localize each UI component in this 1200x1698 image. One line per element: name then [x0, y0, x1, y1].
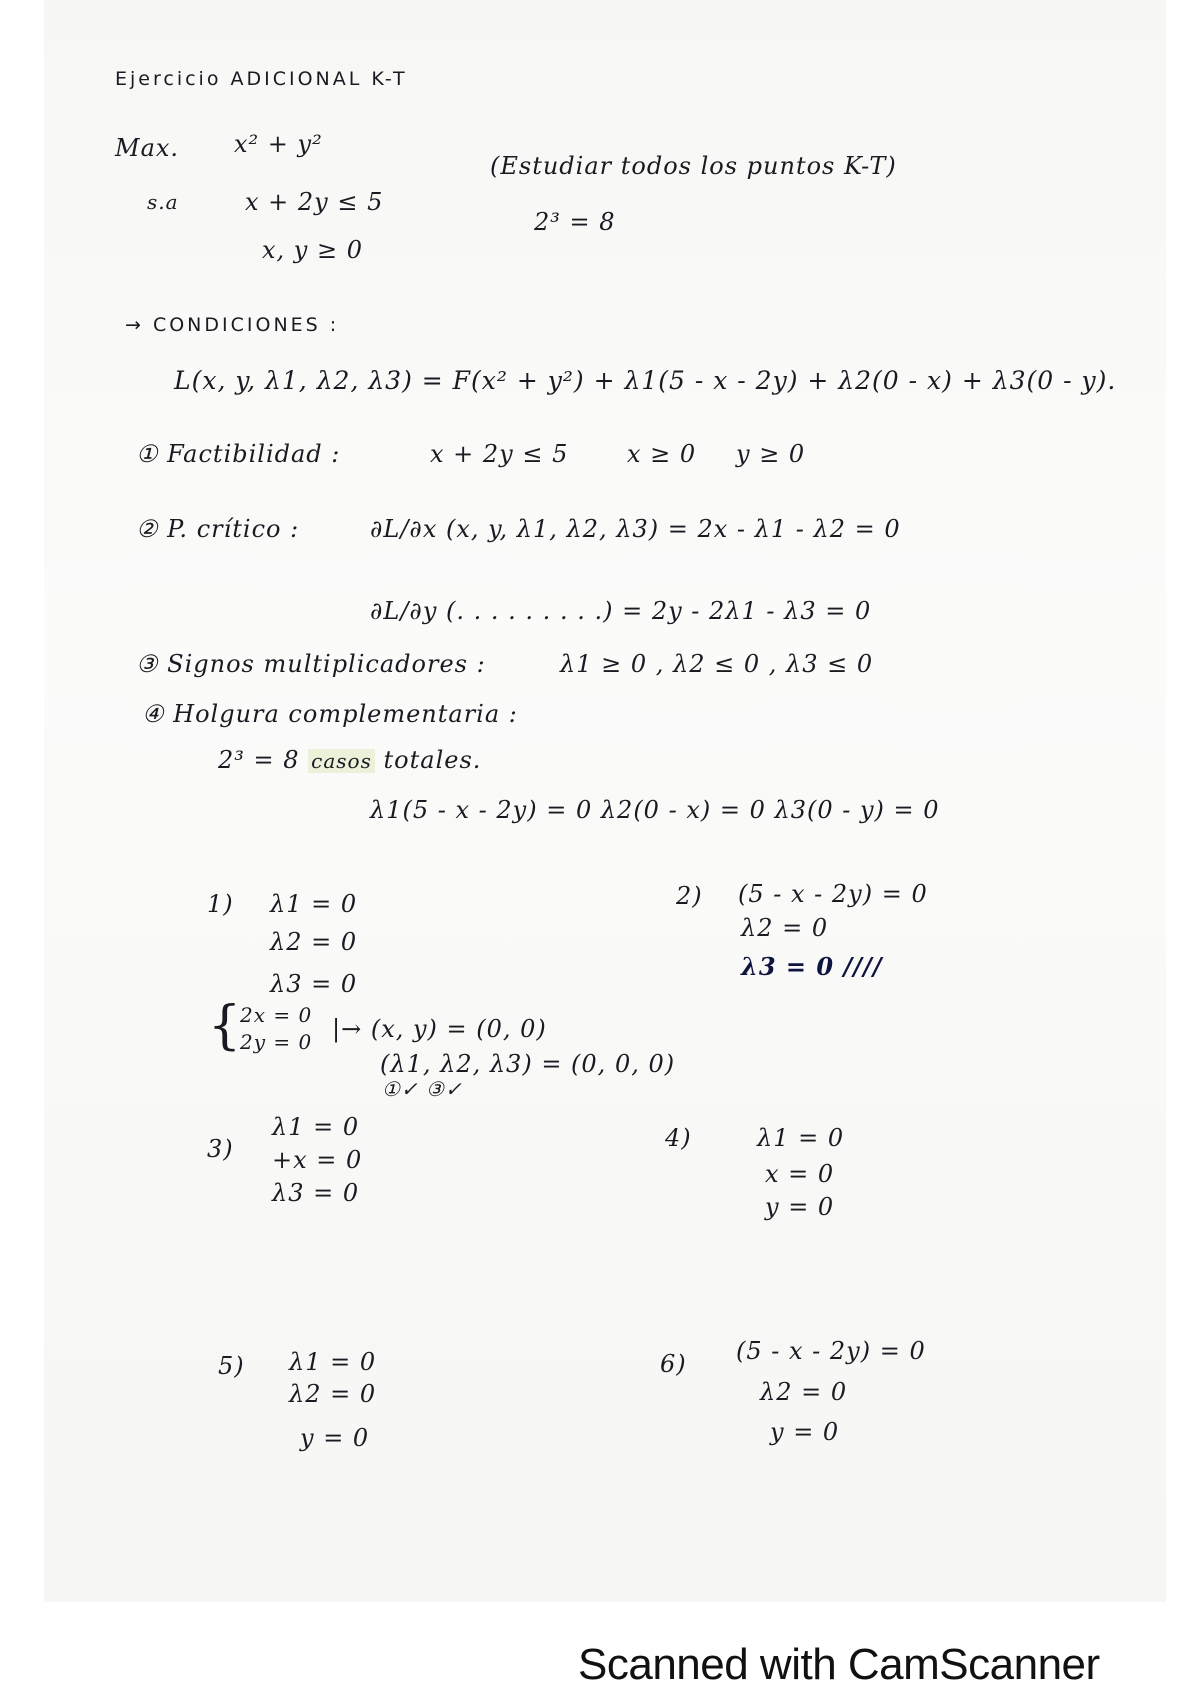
feasibility-eq-1: x + 2y ≤ 5 [430, 440, 569, 468]
case-1-line-1: λ1 = 0 [270, 890, 358, 918]
cases-note: 2³ = 8 [534, 208, 616, 236]
system-brace: { [208, 996, 243, 1056]
case-1-line-3: λ3 = 0 [270, 970, 358, 998]
case-5-number: 5) [218, 1352, 245, 1380]
cases-total-prefix: 2³ = 8 [218, 746, 300, 774]
slackness-equations: λ1(5 - x - 2y) = 0 λ2(0 - x) = 0 λ3(0 - y) = 0 [370, 796, 940, 824]
case-5-line-1: λ1 = 0 [289, 1348, 377, 1376]
case-4-line-1: λ1 = 0 [757, 1124, 845, 1152]
cases-total-word: casos [308, 749, 375, 773]
case-5-line-2: λ2 = 0 [289, 1380, 377, 1408]
partial-y-equation: ∂L/∂y (. . . . . . . . .) = 2y - 2λ1 - λ3 = 0 [370, 597, 872, 625]
case-4-number: 4) [665, 1124, 692, 1152]
subject-to-label: s.a [147, 190, 179, 214]
case-3-line-2: +x = 0 [272, 1146, 363, 1174]
case-4-line-2: x = 0 [765, 1160, 835, 1188]
crossed-out-scribble: //// [843, 952, 883, 981]
case-4-line-3: y = 0 [765, 1193, 835, 1221]
lagrangian: L(x, y, λ1, λ2, λ3) = F(x² + y²) + λ1(5 - x - 2y) + λ2(0 - x) + λ3(0 - y). [174, 366, 1117, 395]
exercise-title: Ejercicio ADICIONAL K-T [115, 68, 408, 90]
case-2-line-3 [741, 952, 882, 981]
slackness-label: ④ Holgura complementaria : [142, 700, 518, 728]
case-1-result-xy: |→ (x, y) = (0, 0) [332, 1015, 547, 1043]
case-1-line-2: λ2 = 0 [270, 928, 358, 956]
case-1-system-1: 2x = 0 [240, 1003, 313, 1027]
case-1-system-2: 2y = 0 [240, 1030, 313, 1054]
feasibility-label: ① Factibilidad : [136, 440, 341, 468]
cases-total [218, 746, 481, 774]
constraint-2: x, y ≥ 0 [262, 236, 363, 264]
case-2-line-2: λ2 = 0 [741, 914, 829, 942]
conditions-heading: → CONDICIONES : [125, 314, 340, 336]
case-3-number: 3) [207, 1135, 234, 1163]
case-1-number: 1) [207, 890, 234, 918]
study-note: (Estudiar todos los puntos K-T) [490, 152, 897, 180]
critical-point-label: ② P. crítico : [136, 515, 300, 543]
case-2-line-3-text: λ3 = 0 [741, 952, 835, 981]
objective-label: Max. [115, 134, 180, 162]
case-2-number: 2) [676, 882, 703, 910]
multiplier-signs-label: ③ Signos multiplicadores : [136, 650, 486, 678]
feasibility-eq-2: x ≥ 0 [627, 440, 697, 468]
case-3-line-3: λ3 = 0 [272, 1179, 360, 1207]
case-3-line-1: λ1 = 0 [272, 1113, 360, 1141]
case-6-line-3: y = 0 [770, 1418, 840, 1446]
case-2-line-1: (5 - x - 2y) = 0 [738, 880, 928, 908]
case-1-result-lambdas: (λ1, λ2, λ3) = (0, 0, 0) [380, 1050, 676, 1078]
case-5-line-3: y = 0 [300, 1424, 370, 1452]
objective-function: x² + y² [234, 130, 323, 158]
camscanner-watermark: Scanned with CamScanner [578, 1640, 1100, 1689]
case-6-number: 6) [660, 1350, 687, 1378]
feasibility-eq-3: y ≥ 0 [736, 440, 806, 468]
multiplier-signs-eq: λ1 ≥ 0 , λ2 ≤ 0 , λ3 ≤ 0 [560, 650, 874, 678]
constraint-1: x + 2y ≤ 5 [245, 188, 384, 216]
cases-total-suffix: totales. [383, 746, 482, 774]
case-1-checks: ①✓ ③✓ [382, 1077, 463, 1101]
case-6-line-2: λ2 = 0 [760, 1378, 848, 1406]
partial-x-equation: ∂L/∂x (x, y, λ1, λ2, λ3) = 2x - λ1 - λ2 = 0 [370, 515, 901, 543]
case-6-line-1: (5 - x - 2y) = 0 [736, 1337, 926, 1365]
